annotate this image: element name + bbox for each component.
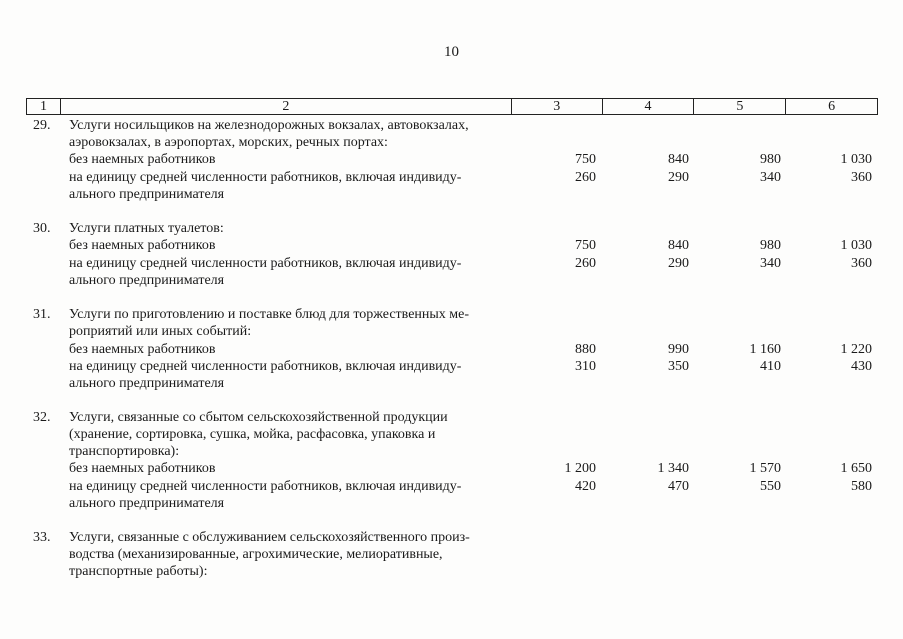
entry-title-line: транспортировка): — [69, 444, 180, 459]
value-col5: 340 — [760, 256, 781, 271]
value-col6: 1 030 — [840, 152, 872, 167]
value-col6: 580 — [851, 479, 872, 494]
value-col4: 840 — [668, 238, 689, 253]
row-label: на единицу средней численности работников, включая индивиду- — [69, 170, 462, 185]
header-cell-col2: 2 — [61, 99, 512, 114]
row-label: без наемных работников — [69, 342, 216, 357]
entry-title-line: транспортные работы): — [69, 564, 208, 579]
table-row — [0, 255, 903, 272]
value-col5: 980 — [760, 152, 781, 167]
value-col3: 260 — [575, 256, 596, 271]
value-col4: 1 340 — [657, 461, 689, 476]
value-col3: 310 — [575, 359, 596, 374]
entry-title-line: Услуги, связанные с обслуживанием сельскохозяйственного произ- — [69, 530, 470, 545]
value-col4: 840 — [668, 152, 689, 167]
row-label-continuation: ального предпринимателя — [69, 376, 225, 391]
entry-number: 32. — [33, 410, 51, 425]
value-col6: 1 650 — [840, 461, 872, 476]
value-col3: 750 — [575, 238, 596, 253]
row-label-continuation: ального предпринимателя — [69, 187, 225, 202]
table-row — [0, 151, 903, 168]
row-label: без наемных работников — [69, 238, 216, 253]
value-col5: 410 — [760, 359, 781, 374]
value-col4: 290 — [668, 256, 689, 271]
header-cell-col1: 1 — [27, 99, 61, 114]
table-row — [0, 478, 903, 495]
table-row — [0, 341, 903, 358]
value-col4: 470 — [668, 479, 689, 494]
row-label: на единицу средней численности работников, включая индивиду- — [69, 359, 462, 374]
header-cell-col5: 5 — [694, 99, 786, 114]
row-label: на единицу средней численности работников, включая индивиду- — [69, 256, 462, 271]
header-cell-col6: 6 — [828, 99, 836, 114]
value-col5: 340 — [760, 170, 781, 185]
value-col5: 550 — [760, 479, 781, 494]
table-row — [0, 358, 903, 375]
value-col3: 420 — [575, 479, 596, 494]
page-number: 10 — [444, 44, 459, 60]
value-col4: 350 — [668, 359, 689, 374]
entry-title-line: Услуги по приготовлению и поставке блюд для торжественных ме- — [69, 307, 470, 322]
value-col6: 1 220 — [840, 342, 872, 357]
value-col3: 260 — [575, 170, 596, 185]
table-header-row — [26, 98, 878, 115]
header-cell-col4: 4 — [603, 99, 695, 114]
value-col3: 1 200 — [564, 461, 596, 476]
entry-number: 31. — [33, 307, 51, 322]
row-label: без наемных работников — [69, 461, 216, 476]
value-col4: 990 — [668, 342, 689, 357]
value-col4: 290 — [668, 170, 689, 185]
value-col6: 360 — [851, 256, 872, 271]
value-col3: 750 — [575, 152, 596, 167]
value-col6: 1 030 — [840, 238, 872, 253]
value-col5: 1 570 — [749, 461, 781, 476]
entry-title-line: Услуги платных туалетов: — [69, 221, 224, 236]
entry-title-line: водства (механизированные, агрохимические, мелиоративные, — [69, 547, 443, 562]
table-row — [0, 237, 903, 254]
row-label: на единицу средней численности работников, включая индивиду- — [69, 479, 462, 494]
entry-title-line: аэровокзалах, в аэропортах, морских, речных портах: — [69, 135, 388, 150]
entry-number: 33. — [33, 530, 51, 545]
value-col5: 980 — [760, 238, 781, 253]
entry-title-line: Услуги носильщиков на железнодорожных вокзалах, автовокзалах, — [69, 118, 469, 133]
value-col6: 430 — [851, 359, 872, 374]
table-row — [0, 169, 903, 186]
header-cell-col3: 3 — [512, 99, 603, 114]
row-label-continuation: ального предпринимателя — [69, 273, 225, 288]
value-col3: 880 — [575, 342, 596, 357]
entry-title-line: (хранение, сортировка, сушка, мойка, расфасовка, упаковка и — [69, 427, 436, 442]
row-label-continuation: ального предпринимателя — [69, 496, 225, 511]
value-col6: 360 — [851, 170, 872, 185]
value-col5: 1 160 — [749, 342, 781, 357]
entry-number: 30. — [33, 221, 51, 236]
entry-title-line: роприятий или иных событий: — [69, 324, 252, 339]
entry-title-line: Услуги, связанные со сбытом сельскохозяйственной продукции — [69, 410, 448, 425]
row-label: без наемных работников — [69, 152, 216, 167]
entry-number: 29. — [33, 118, 51, 133]
table-row — [0, 460, 903, 477]
